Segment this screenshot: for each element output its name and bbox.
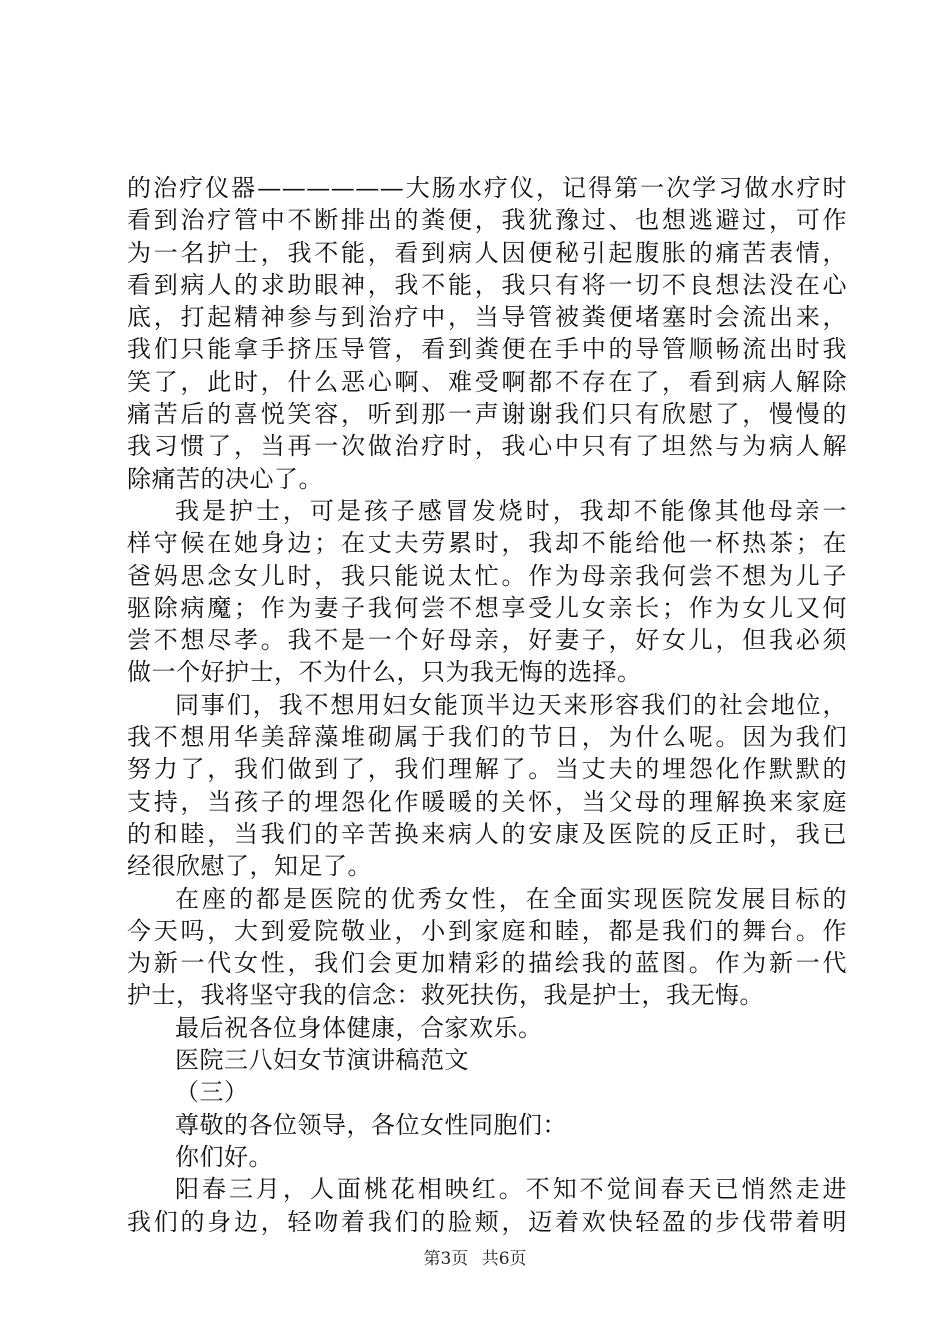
text-line: 底，打起精神参与到治疗中，当导管被粪便堵塞时会流出来，: [127, 303, 847, 332]
text-line: 我不想用华美辞藻堆砌属于我们的节日，为什么呢。因为我们: [127, 723, 847, 752]
text-line: 为一名护士，我不能，看到病人因便秘引起腹胀的痛苦表情，: [127, 238, 847, 267]
text-line: 做一个好护士，不为什么，只为我无悔的选择。: [127, 658, 642, 687]
text-line: 看到病人的求助眼神，我不能，我只有将一切不良想法没在心: [127, 270, 847, 299]
page-footer: [0, 1244, 950, 1269]
page-number: 第3页: [423, 1249, 469, 1269]
text-line: 我们只能拿手挤压导管，看到粪便在手中的导管顺畅流出时我: [127, 335, 847, 364]
text-line: （三）: [175, 1078, 249, 1107]
text-line: 痛苦后的喜悦笑容，听到那一声谢谢我们只有欣慰了，慢慢的: [127, 400, 847, 429]
document-body: [127, 172, 847, 1238]
text-line: 样守候在她身边；在丈夫劳累时，我却不能给他一杯热茶；在: [127, 529, 847, 558]
text-line: 我是护士，可是孩子感冒发烧时，我却不能像其他母亲一: [175, 496, 847, 525]
text-line: 同事们，我不想用妇女能顶半边天来形容我们的社会地位，: [175, 690, 847, 719]
text-line: 除痛苦的决心了。: [127, 464, 323, 493]
text-line: 经很欣慰了，知足了。: [127, 852, 372, 881]
text-line: 的治疗仪器——————大肠水疗仪，记得第一次学习做水疗时: [127, 174, 847, 202]
text-line: 最后祝各位身体健康，合家欢乐。: [175, 1013, 543, 1042]
text-line: 努力了，我们做到了，我们理解了。当丈夫的埋怨化作默默的: [127, 755, 847, 784]
text-line: 驱除病魔；作为妻子我何尝不想享受儿女亲长；作为女儿又何: [127, 593, 847, 622]
text-line: 的和睦，当我们的辛苦换来病人的安康及医院的反正时，我已: [127, 819, 847, 848]
text-line: 为新一代女性，我们会更加精彩的描绘我的蓝图。作为新一代: [127, 949, 847, 978]
text-line: 笑了，此时，什么恶心啊、难受啊都不存在了，看到病人解除: [127, 367, 847, 396]
page-total: 共6页: [481, 1249, 527, 1269]
text-line: 支持，当孩子的埋怨化作暖暖的关怀，当父母的理解换来家庭: [127, 787, 847, 816]
text-line: 护士，我将坚守我的信念：救死扶伤，我是护士，我无悔。: [127, 981, 764, 1010]
text-line: 阳春三月，人面桃花相映红。不知不觉间春天已悄然走进: [175, 1175, 847, 1204]
text-line: 尊敬的各位领导，各位女性同胞们：: [175, 1110, 567, 1139]
text-line: 看到治疗管中不断排出的粪便，我犹豫过、也想逃避过，可作: [127, 206, 847, 235]
text-line: 我习惯了，当再一次做治疗时，我心中只有了坦然与为病人解: [127, 432, 847, 461]
text-line: 尝不想尽孝。我不是一个好母亲，好妻子，好女儿，但我必须: [127, 626, 847, 655]
text-line: 我们的身边，轻吻着我们的脸颊，迈着欢快轻盈的步伐带着明: [127, 1207, 847, 1236]
text-line: 今天吗，大到爱院敬业，小到家庭和睦，都是我们的舞台。作: [127, 916, 847, 945]
text-line: 爸妈思念女儿时，我只能说太忙。作为母亲我何尝不想为儿子: [127, 561, 847, 590]
text-line: 在座的都是医院的优秀女性，在全面实现医院发展目标的: [175, 884, 847, 913]
text-line: 医院三八妇女节演讲稿范文: [175, 1046, 469, 1075]
text-line: 你们好。: [175, 1142, 273, 1171]
